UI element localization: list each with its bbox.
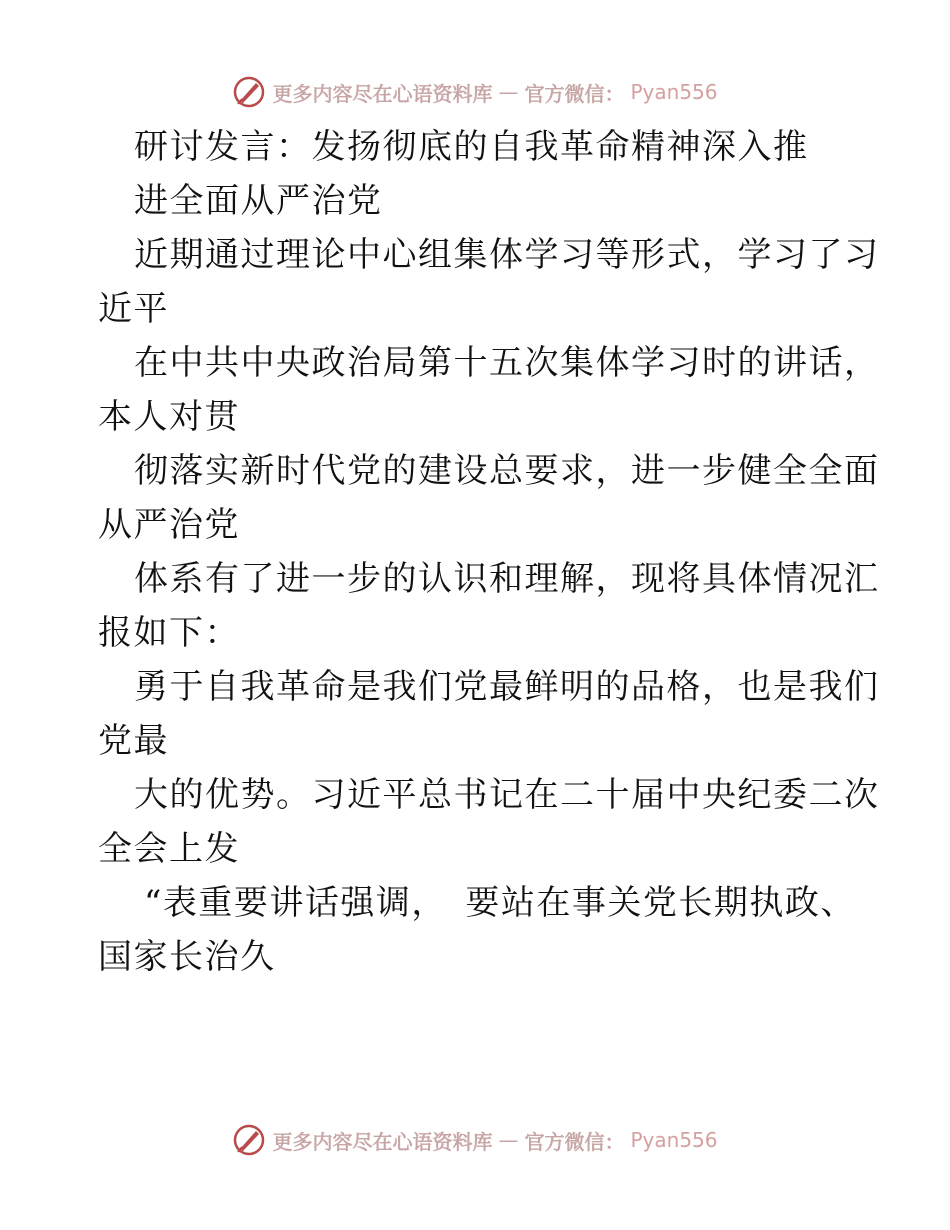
text-line: “表重要讲话强调， 要站在事关党长期执政、 [144,883,856,923]
watermark-dash: — [498,1128,519,1152]
text-line: 党最 [98,721,169,761]
text-line: 彻落实新时代党的建设总要求，进一步健全全面 [134,451,880,491]
text-line: 勇于自我革命是我们党最鲜明的品格，也是我们 [134,667,880,707]
document-body [98,120,880,984]
quill-logo-icon [232,1123,266,1157]
text-line: 近期通过理论中心组集体学习等形式，学习了习 [134,235,880,275]
watermark-wechat-id: Pyan556 [630,1128,718,1152]
watermark-text: 更多内容尽在心语资料库 [272,1129,493,1154]
text-line: 近平 [98,289,169,329]
text-line: 报如下： [98,613,240,653]
text-line: 本人对贯 [98,397,240,437]
watermark-wechat-id: Pyan556 [630,80,718,104]
text-line: 从严治党 [98,505,240,545]
watermark-text: 更多内容尽在心语资料库 [272,81,493,106]
header-watermark [0,72,950,112]
quill-logo-icon [232,75,266,109]
text-line: 在中共中央政治局第十五次集体学习时的讲话， [134,343,880,383]
text-line: 体系有了进一步的认识和理解，现将具体情况汇 [134,559,880,599]
text-line: 研讨发言：发扬彻底的自我革命精神深入推 [134,127,809,167]
text-line: 进全面从严治党 [134,181,383,221]
text-line: 国家长治久 [98,937,276,977]
watermark-dash: — [498,80,519,104]
watermark-label: 官方微信： [524,81,625,106]
text-line: 全会上发 [98,829,240,869]
text-line: 大的优势。习近平总书记在二十届中央纪委二次 [134,775,880,815]
footer-watermark [0,1120,950,1160]
watermark-label: 官方微信： [524,1129,625,1154]
